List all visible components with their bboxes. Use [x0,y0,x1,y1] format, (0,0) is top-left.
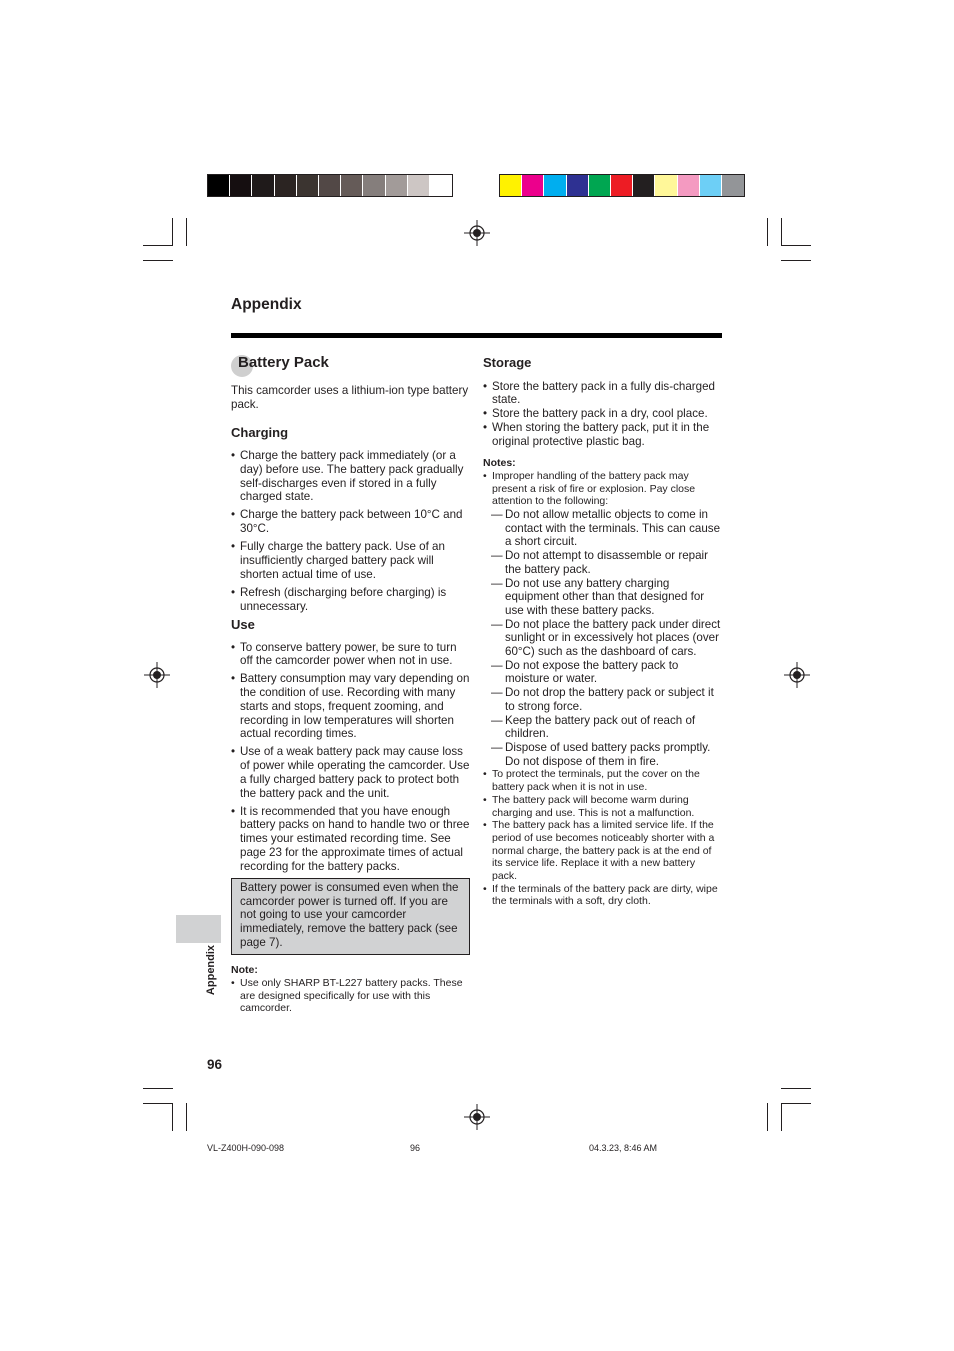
color-swatch [522,175,544,196]
gray-swatch [230,175,252,196]
gray-swatch [408,175,430,196]
footer-file-id: VL-Z400H-090-098 [207,1143,285,1153]
list-item: • Store the battery pack in a dry, cool place. [483,407,723,421]
charging-heading: Charging [231,425,289,441]
list-item: • Battery consumption may vary depending on the condition of use. Recording with many starts and stops, frequent zooming, and recording in low temperatures will shorten actual recording times. [231,672,471,741]
registration-mark-right-icon [784,662,810,688]
storage-list [483,380,723,449]
registration-mark-bottom-icon [464,1104,490,1130]
list-item: • Charge the battery pack between 10°C and 30°C. [231,508,471,535]
intro-text: This camcorder uses a lithium-ion type battery pack. [231,384,469,411]
list-item: — Do not use any battery charging equipment other than that designed for use with these battery packs. [483,577,723,618]
list-item: — Do not place the battery pack under direct sunlight or in excessively hot places (over 60°C) such as the dashboard of cars. [483,618,723,659]
notes-intro-list [483,470,723,508]
color-swatch [678,175,700,196]
list-item: • The battery pack will become warm during charging and use. This is not a malfunction. [483,794,723,819]
list-item: • The battery pack has a limited service life. If the period of use becomes noticeably shorter with a normal charge, the battery pack is at the end of its service life. Replace it with a new battery pack. [483,819,723,883]
list-item: — Dispose of used battery packs promptly. Do not dispose of them in fire. [483,741,723,768]
gray-swatch [319,175,341,196]
gray-swatch [208,175,230,196]
list-item: — Keep the battery pack out of reach of children. [483,714,723,741]
color-swatch [655,175,677,196]
list-item: • Store the battery pack in a fully dis-charged state. [483,380,723,407]
page-heading: Appendix [231,296,302,313]
gray-swatch [297,175,319,196]
footer-page: 96 [410,1143,421,1153]
list-item: • Improper handling of the battery pack may present a risk of fire or explosion. Pay close attention to the following: [483,470,723,508]
color-swatch [544,175,566,196]
gray-swatch [252,175,274,196]
use-heading: Use [231,616,255,632]
use-list [231,641,471,874]
section-title: Battery Pack [231,356,471,378]
left-column [231,356,471,1015]
list-item: • Use of a weak battery pack may cause loss of power while operating the camcorder. Use a fully charged battery pack to protect both the battery pack and the unit. [231,745,471,800]
gray-swatch [430,175,452,196]
list-item: • Refresh (discharging before charging) is unnecessary. [231,586,471,613]
more-notes-list [483,768,723,908]
right-column [483,356,723,908]
gray-swatch [275,175,297,196]
list-item: — Do not attempt to disassemble or repair the battery pack. [483,549,723,576]
list-item: • To conserve battery power, be sure to turn off the camcorder power when not in use. [231,641,471,668]
note-heading: Note: [231,964,258,977]
gray-swatch [341,175,363,196]
caution-box: Battery power is consumed even when the camcorder power is turned off. If you are not going to use your camcorder immediately, remove the battery pack (see page 7). [231,878,470,956]
list-item: — Do not drop the battery pack or subject it to strong force. [483,686,723,713]
footer-timestamp: 04.3.23, 8:46 AM [589,1143,658,1153]
storage-heading: Storage [483,355,532,370]
color-swatch [633,175,655,196]
list-item: • Fully charge the battery pack. Use of an insufficiently charged battery pack will shorten actual time of use. [231,540,471,581]
list-item: • Charge the battery pack immediately (or a day) before use. The battery pack gradually self-discharges even if stored in a fully charged state. [231,449,471,504]
color-swatch [611,175,633,196]
list-item: • To protect the terminals, put the cover on the battery pack when it is not in use. [483,768,723,793]
warning-dash-list [483,508,723,768]
charging-list [231,449,471,613]
grayscale-color-bar [207,174,453,197]
list-item: • When storing the battery pack, put it in the original protective plastic bag. [483,421,723,448]
color-swatch [567,175,589,196]
list-item: • It is recommended that you have enough battery packs on hand to handle two or three times your estimated recording time. See page 23 for the approximate times of actual recording for the battery packs. [231,805,471,874]
process-color-bar [499,174,745,197]
color-swatch [589,175,611,196]
list-item: • Use only SHARP BT-L227 battery packs. These are designed specifically for use with this camcorder. [231,977,471,1015]
color-swatch [722,175,744,196]
registration-mark-left-icon [144,662,170,688]
list-item: — Do not allow metallic objects to come in contact with the terminals. This can cause a short circuit. [483,508,723,549]
registration-mark-top-icon [464,220,490,246]
side-tab-label: Appendix [205,944,217,996]
gray-swatch [386,175,408,196]
color-swatch [700,175,722,196]
heading-rule [231,333,722,338]
list-item: — Do not expose the battery pack to moisture or water. [483,659,723,686]
list-item: • If the terminals of the battery pack are dirty, wipe the terminals with a soft, dry cloth. [483,883,723,908]
notes-heading: Notes: [483,457,516,470]
page-number: 96 [207,1057,223,1072]
note-list [231,977,471,1015]
side-tab [176,915,221,943]
gray-swatch [363,175,385,196]
color-swatch [500,175,522,196]
